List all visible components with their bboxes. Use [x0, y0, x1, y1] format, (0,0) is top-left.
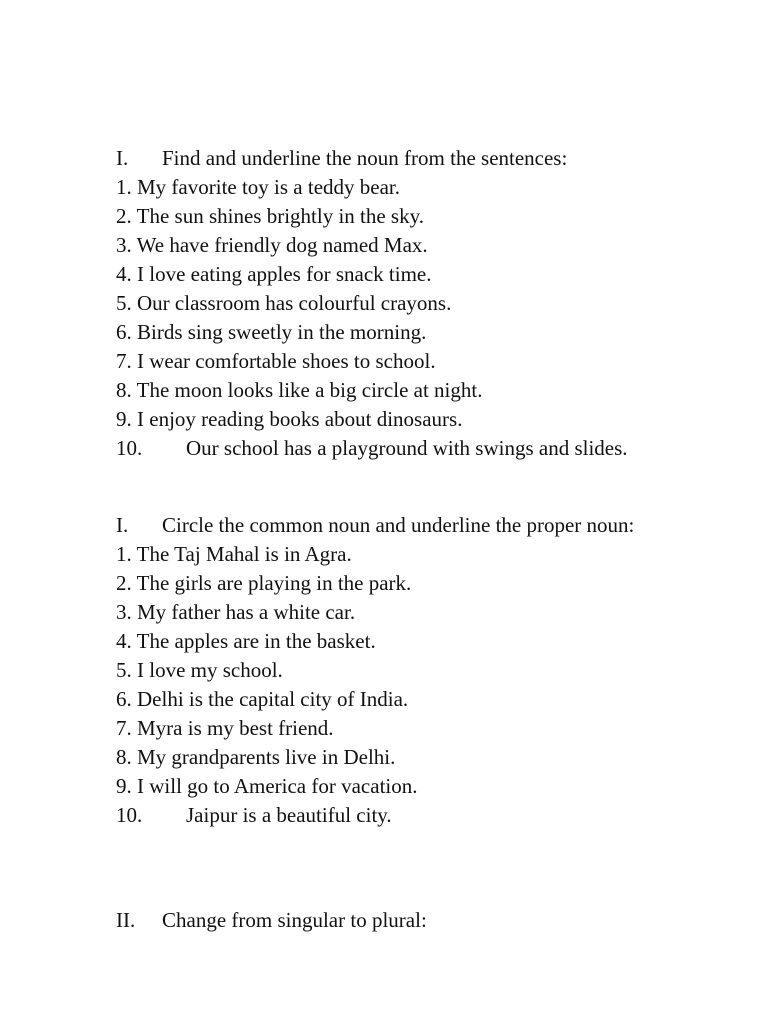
item-number: 9.	[116, 774, 132, 798]
list-item	[116, 434, 696, 463]
sentence-list	[116, 540, 696, 830]
item-number: 8.	[116, 745, 132, 769]
item-text: My father has a white car.	[137, 600, 356, 624]
item-text: The girls are playing in the park.	[136, 571, 412, 595]
section-instruction: Circle the common noun and underline the proper noun:	[162, 513, 635, 537]
item-number: 5.	[116, 291, 132, 315]
item-text: Myra is my best friend.	[137, 716, 334, 740]
list-item	[116, 347, 696, 376]
item-text: Our school has a playground with swings and slides.	[186, 436, 628, 460]
list-item	[116, 569, 696, 598]
section-instruction: Find and underline the noun from the sentences:	[162, 146, 568, 170]
item-text: Jaipur is a beautiful city.	[186, 803, 392, 827]
item-text: We have friendly dog named Max.	[136, 233, 428, 257]
list-item	[116, 173, 696, 202]
item-text: Birds sing sweetly in the morning.	[137, 320, 427, 344]
section-number: II.	[116, 908, 136, 932]
list-item	[116, 772, 696, 801]
list-item	[116, 202, 696, 231]
item-number: 1.	[116, 542, 132, 566]
list-item	[116, 540, 696, 569]
item-number: 2.	[116, 571, 132, 595]
item-text: The moon looks like a big circle at night.	[136, 378, 483, 402]
item-text: I enjoy reading books about dinosaurs.	[137, 407, 463, 431]
section-heading	[116, 906, 696, 935]
item-text: My favorite toy is a teddy bear.	[137, 175, 401, 199]
item-number: 9.	[116, 407, 132, 431]
list-item	[116, 598, 696, 627]
item-number: 6.	[116, 320, 132, 344]
item-number: 8.	[116, 378, 132, 402]
list-item	[116, 376, 696, 405]
item-number: 3.	[116, 600, 132, 624]
item-text: The sun shines brightly in the sky.	[136, 204, 424, 228]
item-number: 2.	[116, 204, 132, 228]
item-number: 10.	[116, 436, 143, 460]
item-number: 7.	[116, 349, 132, 373]
item-number: 6.	[116, 687, 132, 711]
section-heading	[116, 511, 696, 540]
item-text: I love my school.	[137, 658, 283, 682]
item-text: The apples are in the basket.	[136, 629, 376, 653]
item-number: 4.	[116, 629, 132, 653]
section-number: I.	[116, 146, 129, 170]
item-text: Delhi is the capital city of India.	[137, 687, 409, 711]
section-heading	[116, 144, 696, 173]
item-number: 1.	[116, 175, 132, 199]
item-text: I love eating apples for snack time.	[137, 262, 432, 286]
list-item	[116, 405, 696, 434]
item-number: 10.	[116, 803, 143, 827]
section-common-proper-noun	[116, 511, 696, 830]
section-instruction: Change from singular to plural:	[162, 908, 427, 932]
list-item	[116, 801, 696, 830]
list-item	[116, 289, 696, 318]
list-item	[116, 714, 696, 743]
item-text: I wear comfortable shoes to school.	[137, 349, 436, 373]
item-number: 7.	[116, 716, 132, 740]
section-singular-plural	[116, 906, 696, 935]
item-text: My grandparents live in Delhi.	[137, 745, 396, 769]
list-item	[116, 656, 696, 685]
item-number: 3.	[116, 233, 132, 257]
item-text: The Taj Mahal is in Agra.	[136, 542, 352, 566]
list-item	[116, 231, 696, 260]
item-number: 5.	[116, 658, 132, 682]
list-item	[116, 743, 696, 772]
item-text: I will go to America for vacation.	[137, 774, 418, 798]
list-item	[116, 685, 696, 714]
sentence-list	[116, 173, 696, 463]
section-find-noun	[116, 144, 696, 463]
list-item	[116, 260, 696, 289]
item-number: 4.	[116, 262, 132, 286]
list-item	[116, 318, 696, 347]
section-number: I.	[116, 513, 129, 537]
item-text: Our classroom has colourful crayons.	[137, 291, 452, 315]
list-item	[116, 627, 696, 656]
